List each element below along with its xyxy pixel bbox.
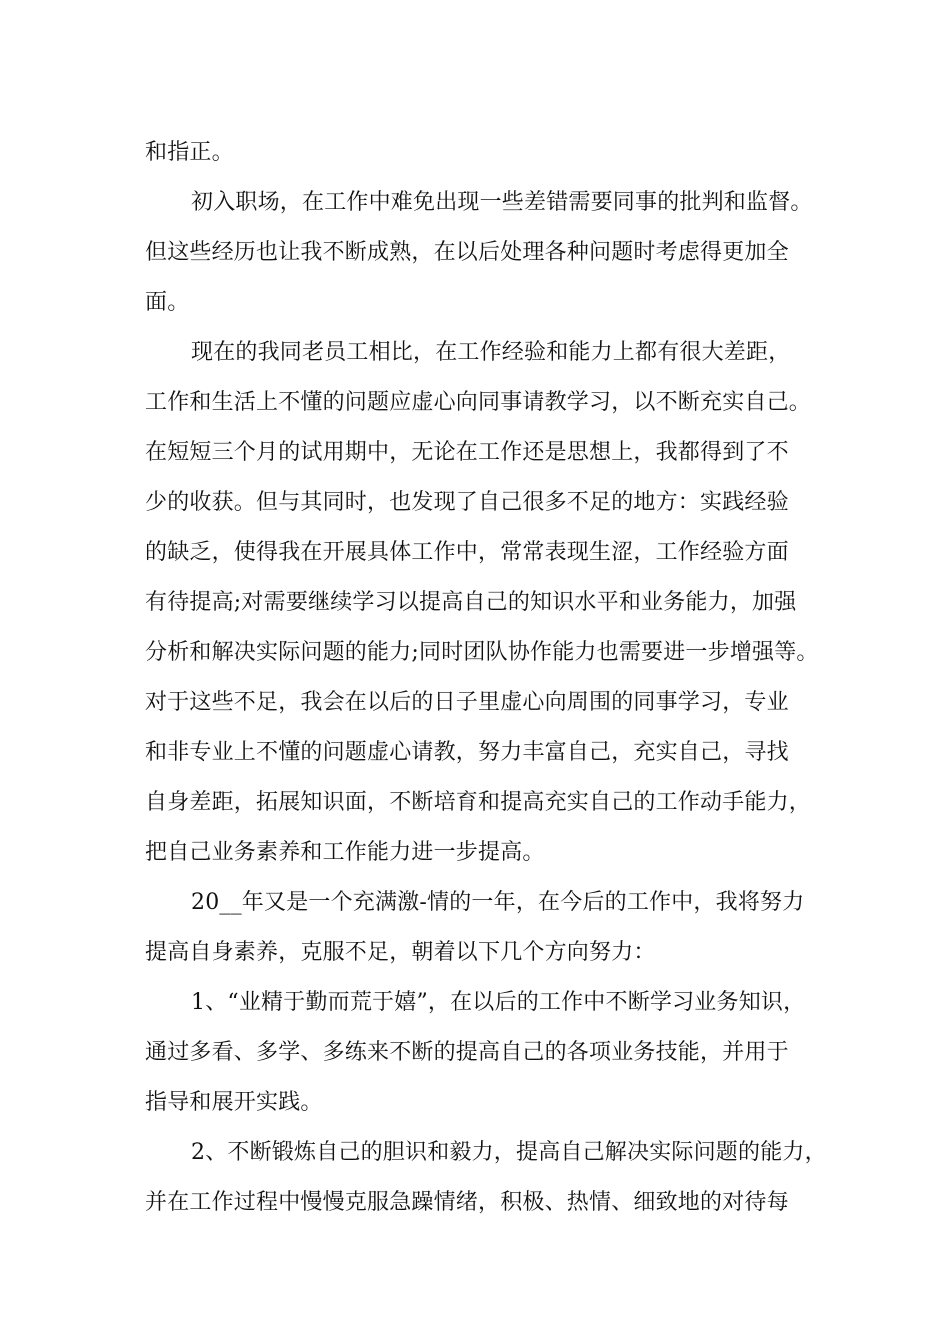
text-line: 和非专业上不懂的问题虚心请教，努力丰富自己，充实自己，寻找 [145,740,789,765]
text-line: 现在的我同老员工相比，在工作经验和能力上都有很大差距， [191,340,791,365]
text-line: 有待提高;对需要继续学习以提高自己的知识水平和业务能力，加强 [145,590,797,615]
text-line: 的缺乏，使得我在开展具体工作中，常常表现生涩，工作经验方面 [145,540,789,565]
text-line: 自身差距，拓展知识面，不断培育和提高充实自己的工作动手能力， [145,790,812,815]
text-line: 通过多看、多学、多练来不断的提高自己的各项业务技能，并用于 [145,1040,789,1065]
text-line: 工作和生活上不懂的问题应虚心向同事请教学习，以不断充实自己。 [145,390,812,415]
text-line: 对于这些不足，我会在以后的日子里虚心向周围的同事学习，专业 [145,690,789,715]
text-line: 2、不断锻炼自己的胆识和毅力，提高自己解决实际问题的能力， [191,1140,827,1165]
text-line: 少的收获。但与其同时，也发现了自己很多不足的地方：实践经验 [145,490,789,515]
text-line: 面。 [145,290,190,315]
text-line: 但这些经历也让我不断成熟，在以后处理各种问题时考虑得更加全 [145,240,789,265]
text-line: 在短短三个月的试用期中，无论在工作还是思想上，我都得到了不 [145,440,789,465]
text-line: 初入职场，在工作中难免出现一些差错需要同事的批判和监督。 [191,190,813,215]
text-line: 提高自身素养，克服不足，朝着以下几个方向努力： [145,940,656,965]
document-body [145,128,827,1228]
text-line: 分析和解决实际问题的能力;同时团队协作能力也需要进一步增强等。 [145,640,819,665]
text-line: 和指正。 [145,140,234,165]
text-line: 把自己业务素养和工作能力进一步提高。 [145,840,545,865]
text-line: 1、“业精于勤而荒于嬉”，在以后的工作中不断学习业务知识， [191,990,806,1015]
text-line: 20__年又是一个充满激-情的一年，在今后的工作中，我将努力 [191,890,805,915]
text-line: 并在工作过程中慢慢克服急躁情绪，积极、热情、细致地的对待每 [145,1190,789,1215]
text-line: 指导和展开实践。 [145,1090,323,1115]
